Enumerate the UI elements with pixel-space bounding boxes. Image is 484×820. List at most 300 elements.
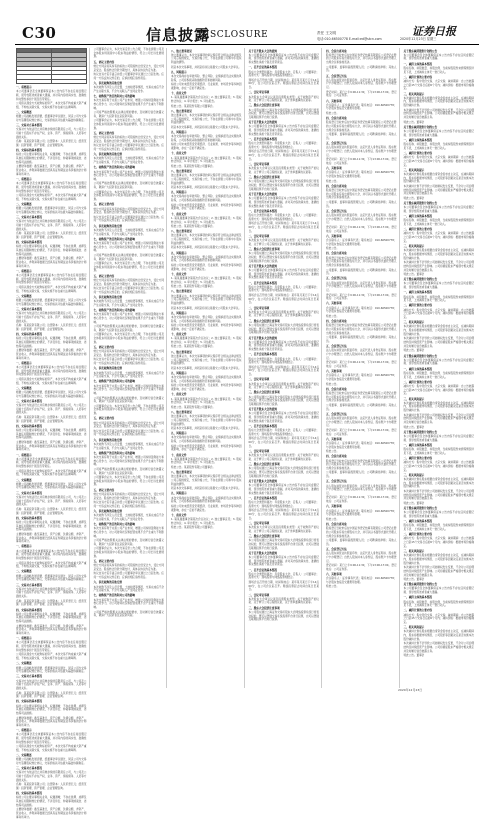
section-heading: 六、其他事项	[326, 437, 342, 441]
body-paragraph: 同意本次交易事项，并同意将该议案提交公司股东大会审议。	[171, 487, 242, 491]
section-heading: 六、涉及收购的其他安排	[93, 581, 123, 585]
body-paragraph: 股东大会类型和届次：年度股东大会；召集人：公司董事会；投票方式：现场投票与网络投票相结合。	[248, 142, 319, 149]
body-paragraph: 减持方式：集中竞价交易、大宗交易；减持期间：自公告披露之日起15个交易日后的6个月内；减持价格：根据市场价格确定。	[403, 308, 474, 320]
body-paragraph: 会议联系人：证券事务代表；联系电话：010-66500778；与会股东食宿及交通费用自理。	[326, 374, 397, 381]
section-heading: 八、独立董事意见	[171, 169, 192, 173]
section-heading: 八、独立董事意见	[171, 49, 192, 53]
body-paragraph: 法人股东持营业执照复印件、法定代表人身份证明书、股东账户卡办理登记；自然人股东持本人身份证、股东账户卡办理登记。	[326, 552, 397, 563]
section-heading: 关于召开股东大会的通知	[248, 49, 278, 53]
section-heading: 三、相关风险提示	[403, 92, 425, 96]
body-paragraph: 特此公告。某某股份有限公司董事会。	[171, 225, 216, 228]
body-paragraph: 本次减持计划不会导致公司控制权发生变更，不会对公司治理结构及持续经营产生影响。公司将督促股东严格遵守相关规定并及时履行信息披露义务。	[403, 642, 474, 653]
body-paragraph: 特此公告。	[326, 247, 339, 251]
section-heading: 一、重要提示	[16, 637, 32, 641]
section-heading: 六、其他事项	[326, 167, 342, 171]
section-heading: 五、协议主要内容	[93, 203, 115, 207]
body-paragraph: 登记时间：某日上午9:00-11:30，下午13:00-17:00。登记地点：公司证券部。	[326, 158, 397, 165]
section-heading: 九、风险提示	[171, 432, 187, 436]
section-heading: 六、涉及收购的其他安排	[93, 509, 123, 513]
body-paragraph: 本次交易有利于完善公司产业布局，增强公司持续盈利能力和核心竞争力，对公司财务状况和经营成果不会产生重大不利影响。	[93, 527, 164, 538]
section-heading: 七、收购资产的目的和对公司的影响	[93, 166, 135, 170]
section-heading: 三、股东大会投票注意事项	[248, 534, 280, 538]
body-paragraph: 公司董事、监事和高级管理人员；公司聘请的律师；其他人员。	[326, 539, 397, 546]
body-paragraph: 协议自双方签字盖章并经公司董事会审议通过之日起生效。任何一方违反协议约定的，应承担相应违约责任。	[93, 287, 164, 294]
body-paragraph: 公司董事会认为，本次交易定价公允合理，不存在损害公司及全体股东特别是中小股东利益的情形，符合公司长远发展规划。	[93, 333, 164, 344]
body-paragraph: 公司董事会认为，本次交易定价公允合理，不存在损害公司及全体股东特别是中小股东利益的情形，符合公司长远发展规划。	[93, 48, 164, 59]
section-heading: 三、相关风险提示	[403, 397, 425, 401]
body-paragraph: 1. 第某届董事会第某次会议决议；2. 独立董事意见；3. 股权转让协议；4. 审计报告；5. 评估报告。	[171, 277, 242, 284]
section-heading: 四、会议出席对象	[326, 252, 347, 256]
body-paragraph: 本次股东大会审议议案及投票股东类型：关于收购资产的议案、关于修订公司章程的议案、关于选举董事的议案等。	[248, 526, 319, 533]
body-paragraph: 根据公司战略发展需要，经董事会审议通过，同意公司与交易对方签署股权转让协议，交易价格以评估值为基础协商确定。	[16, 390, 87, 398]
body-paragraph: 本公司董事会及全体董事保证本公告内容不存在任何虚假记载、误导性陈述或者重大遗漏，并对其内容的真实性、准确性和完整性承担个别及连带责任。	[248, 484, 319, 495]
section-heading: 一、重要提示	[16, 177, 32, 181]
body-paragraph: 协议自双方签字盖章并经公司董事会审议通过之日起生效。任何一方违反协议约定的，应承担相应违约责任。	[93, 429, 164, 437]
body-paragraph: 名称：某某投资有限公司；注册资本：人民币壹亿元；经营范围：投资管理、资产管理、企业管理咨询。	[16, 415, 87, 423]
body-paragraph: 名称：某某投资有限公司；注册资本：人民币壹亿元；经营范围：投资管理、资产管理、企业管理咨询。	[16, 599, 87, 607]
table-cell	[51, 79, 86, 83]
section-heading: 六、其他事项	[326, 370, 342, 374]
body-paragraph: 股东大会类型和届次：年度股东大会；召集人：公司董事会；投票方式：现场投票与网络投票相结合。	[248, 285, 319, 293]
body-paragraph: 根据公司战略发展需要，经董事会审议通过，同意公司与交易对方签署股权转让协议，交易价格以评估值为基础协商确定。	[16, 666, 87, 674]
body-paragraph: 本公司董事会及全体董事保证本公告内容不存在任何虚假记载、误导性陈述或者重大遗漏，并对其内容的真实性、准确性和完整性承担个别及连带责任。	[16, 182, 87, 193]
section-heading: 六、涉及收购的其他安排	[93, 81, 123, 85]
body-paragraph: 特此公告。某某股份有限公司董事会。	[171, 345, 216, 349]
body-paragraph: 减持方式：集中竞价交易、大宗交易；减持期间：自公告披露之日起15个交易日后的6个月内；减持价格：根据市场价格确定。	[403, 461, 474, 472]
section-heading: 关于召开股东大会的通知	[248, 264, 278, 268]
section-heading: 二、会议审议事项	[248, 91, 270, 95]
section-heading: 一、重要提示	[16, 269, 32, 273]
section-heading: 七、收购资产的目的和对公司的影响	[93, 594, 135, 598]
body-paragraph: 本公司董事会及全体董事保证本公告内容不存在任何虚假记载、误导性陈述或者重大遗漏，并对其内容的真实性、准确性和完整性承担个别及连带责任。	[248, 268, 319, 280]
body-paragraph: 登记时间：某日上午9:00-11:30，下午13:00-17:00。登记地点：公司证券部。	[326, 564, 397, 571]
body-paragraph: 本公司董事会及全体董事保证本公告内容不存在任何虚假记载、误导性陈述或者重大遗漏，并对其内容的真实性、准确性和完整性承担个别及连带责任。	[248, 53, 319, 65]
body-paragraph: 本公司董事会及全体董事保证本公告内容不存在任何虚假记载、误导性陈述或者重大遗漏，并对其内容的真实性、准确性和完整性承担个别及连带责任。	[248, 125, 319, 136]
section-heading: 关于召开股东大会的通知	[248, 551, 278, 555]
body-paragraph: 登记时间：某日上午9:00-11:30，下午13:00-17:00。登记地点：公司证券部。	[326, 90, 397, 98]
section-heading: 七、收购资产的目的和对公司的影响	[93, 451, 135, 455]
body-paragraph: 同意本次交易事项，并同意将该议案提交公司股东大会审议。	[171, 186, 242, 190]
body-paragraph: 股东名称、持股数量、持股比例、当前持股股份来源等情况详见下表，上述减持主体无一致行动人。	[403, 524, 474, 532]
body-paragraph: 特此公告。某某股份有限公司董事会。	[171, 164, 216, 168]
body-paragraph: 本次减持计划系股东根据自身资金需求自主决定，在减持期间内，股东将根据市场情况、公司股价等因素决定是否实施本次股份减持计划。	[403, 249, 474, 260]
body-paragraph: 公司将严格按照相关法律法规的要求，及时履行信息披露义务，敬请广大投资者注意投资风险。	[93, 253, 164, 261]
body-paragraph: 公司董事会认为，本次交易定价公允合理，不存在损害公司及全体股东特别是中小股东利益的情形，符合公司长远发展规划。	[93, 547, 164, 558]
section-heading: 五、协议主要内容	[93, 60, 115, 64]
section-heading: 关于召开股东大会的通知	[248, 121, 278, 125]
section-heading: 十、备查文件	[171, 513, 187, 517]
section-heading: 五、会议登记方法	[326, 142, 347, 146]
section-heading: 九、风险提示	[171, 492, 187, 496]
body-paragraph: 同意本次交易事项，并同意将该议案提交公司股东大会审议。	[171, 427, 242, 431]
section-heading: 四、交易标的基本情况	[16, 516, 42, 520]
body-paragraph: 公司董事会认为，本次交易定价公允合理，不存在损害公司及全体股东特别是中小股东利益的情形，符合公司长远发展规划。	[93, 476, 164, 487]
body-paragraph: 公司董事、监事和高级管理人员；公司聘请的律师；其他人员。	[326, 200, 397, 208]
body-paragraph: 现场会议召开的日期、时间和地点：某年某月某日下午14点00分，在公司会议室召开。网络投票起止时间自某日至某日。	[248, 580, 319, 592]
section-heading: 五、协议主要内容	[93, 274, 115, 278]
section-heading: 十、备查文件	[171, 152, 187, 156]
body-paragraph: 公司拟以现金方式收购标的资产，本次交易不构成重大资产重组，不构成关联交易，交易实施不存在重大法律障碍。	[16, 561, 87, 569]
section-heading: 五、会议登记方法	[326, 74, 347, 78]
body-paragraph: 登记时间：某日上午9:00-11:30，下午13:00-17:00。登记地点：公司证券部。	[326, 225, 397, 233]
section-heading: 八、独立董事意见	[171, 410, 192, 414]
newspaper-logo: 证券日报	[412, 25, 456, 38]
body-paragraph: 股权登记日收市后在中国证券登记结算有限责任公司登记在册的公司股东有权出席股东大会，并可以以书面形式委托代理人出席会议和参加表决。	[326, 324, 397, 335]
body-paragraph: 本次交易尚存在审批风险、整合风险、业绩承诺无法实现的风险等，公司将积极采取措施防范和控制风险。	[171, 496, 242, 504]
body-paragraph: 法人股东持营业执照复印件、法定代表人身份证明书、股东账户卡办理登记；自然人股东持本人身份证、股东账户卡办理登记。	[326, 484, 397, 495]
body-paragraph: 本次交易尚存在审批风险、整合风险、业绩承诺无法实现的风险等，公司将积极采取措施防范和控制风险。	[171, 195, 242, 203]
body-paragraph: 名称：某某投资有限公司；注册资本：人民币壹亿元；经营范围：投资管理、资产管理、企业管理咨询。	[16, 232, 87, 239]
section-heading: 三、交易对方基本情况	[16, 675, 42, 679]
body-paragraph: 本公司股东通过上海证券交易所股东大会网络投票系统行使表决权的，既可以登陆交易系统投票平台进行投票，也可以登陆互联网投票平台进行投票。	[248, 180, 319, 191]
body-paragraph: 标的公司未来经营受宏观经济、行业政策、市场竞争等多种因素影响，存在一定的不确定性。	[171, 384, 242, 392]
section-heading: 三、相关风险提示	[403, 321, 425, 325]
body-paragraph: 公司董事会认为，本次交易定价公允合理，不存在损害公司及全体股东特别是中小股东利益的情形，符合公司长远发展规划。	[93, 404, 164, 416]
section-heading: 三、相关风险提示	[403, 473, 425, 477]
body-paragraph: 本次减持计划不会导致公司控制权发生变更，不会对公司治理结构及持续经营产生影响。公司将督促股东严格遵守相关规定并及时履行信息披露义务。	[403, 566, 474, 577]
body-paragraph: 本公司董事会及全体董事保证本公告内容不存在任何虚假记载、误导性陈述或者重大遗漏。	[403, 511, 474, 518]
body-paragraph: 本次交易尚存在审批风险、整合风险、业绩承诺无法实现的风险等，公司将积极采取措施防范和控制风险。	[171, 255, 242, 263]
section-heading: 一、召开会议的基本情况	[248, 425, 278, 429]
body-paragraph: 公司将严格按照相关法律法规的要求，及时履行信息披露义务，敬请广大投资者注意投资风险。	[93, 182, 164, 190]
body-paragraph: 登记时间：某日上午9:00-11:30，下午13:00-17:00。登记地点：公司证券部。	[326, 428, 397, 436]
body-paragraph: 协议自双方签字盖章并经公司董事会审议通过之日起生效。任何一方违反协议约定的，应承担相应违约责任。	[93, 73, 164, 80]
section-heading: 一、召开会议的基本情况	[248, 66, 278, 70]
body-paragraph: 本公司董事会及全体董事保证本公告内容不存在任何虚假记载、误导性陈述或者重大遗漏。	[403, 282, 474, 290]
body-paragraph: 本公司董事会及全体董事保证本公告内容不存在任何虚假记载、误导性陈述或者重大遗漏，并对其内容的真实性、准确性和完整性承担个别及连带责任。	[248, 412, 319, 423]
body-paragraph: 股权登记日收市后在中国证券登记结算有限责任公司登记在册的公司股东有权出席股东大会，并可以以书面形式委托代理人出席会议和参加表决。	[326, 391, 397, 403]
section-heading: 十、备查文件	[171, 393, 187, 397]
body-paragraph: 现场会议召开的日期、时间和地点：某年某月某日下午14点00分，在公司会议室召开。网络投票起止时间自某日至某日。	[248, 78, 319, 90]
body-paragraph: 本次股东大会审议议案及投票股东类型：关于收购资产的议案、关于修订公司章程的议案、关于选举董事的议案等。	[248, 167, 319, 174]
body-paragraph: 独立董事认为，本次交易事项的审议程序符合相关法律法规及公司章程的规定，交易价格公允，不存在损害公司和中小股东利益的情形。	[171, 475, 242, 486]
body-paragraph: 独立董事认为，本次交易事项的审议程序符合相关法律法规及公司章程的规定，交易价格公允，不存在损害公司和中小股东利益的情形。	[171, 113, 242, 125]
body-paragraph: 标的公司主要从事相关业务，权属清晰，不存在抵押、质押及其他任何限制转让的情况，不涉及诉讼、仲裁事项或查封、冻结等司法措施。	[16, 612, 87, 624]
section-heading: 二、会议审议事项	[248, 593, 270, 597]
body-paragraph: 特此公告。董事会	[403, 578, 425, 582]
section-heading: 三、交易对方基本情况	[16, 767, 42, 771]
section-heading: 四、会议出席对象	[326, 49, 347, 53]
body-paragraph: 股东名称、持股数量、持股比例、当前持股股份来源等情况详见下表，上述减持主体无一致行动人。	[403, 295, 474, 303]
body-paragraph: 标的公司主要从事相关业务，权属清晰，不存在抵押、质押及其他任何限制转让的情况，不涉及诉讼、仲裁事项或查封、冻结等司法措施。	[16, 245, 87, 256]
section-heading: 四、会议出席对象	[326, 455, 347, 459]
body-paragraph: 主要财务数据：截至基准日，资产总额、负债总额、净资产、营业收入、净利润等数据已经具有证券期货业务资格的会计师事务所审计。	[16, 624, 87, 636]
section-heading: 六、涉及收购的其他安排	[93, 438, 123, 442]
body-paragraph: 本次减持计划系股东根据自身资金需求自主决定，在减持期间内，股东将根据市场情况、公司股价等因素决定是否实施本次股份减持计划。	[403, 554, 474, 565]
body-paragraph: 1. 第某届董事会第某次会议决议；2. 独立董事意见；3. 股权转让协议；4. 审计报告；5. 评估报告。	[171, 96, 242, 104]
body-paragraph: 股权登记日收市后在中国证券登记结算有限责任公司登记在册的公司股东有权出席股东大会，并可以以书面形式委托代理人出席会议和参加表决。	[326, 256, 397, 268]
body-paragraph: 会议联系人：证券事务代表；联系电话：010-66500778；与会股东食宿及交通费用自理。	[326, 577, 397, 584]
editor-line: 责任 王文明	[317, 31, 337, 35]
body-paragraph: 交易对方为依法设立并有效存续的有限责任公司，与公司及公司前十名股东不存在产权、业务、资产、债权债务、人员等方面的关系。	[16, 495, 87, 507]
body-paragraph: 本次交易有利于完善公司产业布局，增强公司持续盈利能力和核心竞争力，对公司财务状况和经营成果不会产生重大不利影响。	[93, 313, 164, 324]
body-paragraph: 本公司董事会及全体董事保证本公告内容不存在任何虚假记载、误导性陈述或者重大遗漏，并对其内容的真实性、准确性和完整性承担个别及连带责任。	[248, 555, 319, 567]
section-heading: 五、协议主要内容	[93, 417, 115, 421]
data-table	[16, 48, 87, 84]
section-heading: 四、交易标的基本情况	[16, 608, 42, 612]
section-heading: 七、收购资产的目的和对公司的影响	[93, 237, 135, 241]
body-paragraph: 法人股东持营业执照复印件、法定代表人身份证明书、股东账户卡办理登记；自然人股东持本人身份证、股东账户卡办理登记。	[326, 349, 397, 360]
section-heading: 四、会议出席对象	[326, 522, 347, 526]
section-heading: 二、交易概述	[16, 570, 32, 574]
section-title-en: DISCLOSURE	[198, 30, 269, 40]
body-paragraph: 协议自双方签字盖章并经公司董事会审议通过之日起生效。任何一方违反协议约定的，应承担相应违约责任。	[93, 572, 164, 580]
section-heading: 一、重要提示	[16, 729, 32, 733]
body-paragraph: 法人股东持营业执照复印件、法定代表人身份证明书、股东账户卡办理登记；自然人股东持本人身份证、股东账户卡办理登记。	[326, 281, 397, 293]
body-paragraph: 主要财务数据：截至基准日，资产总额、负债总额、净资产、营业收入、净利润等数据已经具有证券期货业务资格的会计师事务所审计。	[16, 808, 87, 819]
body-paragraph: 协议自双方签字盖章并经公司董事会审议通过之日起生效。任何一方违反协议约定的，应承担相应违约责任。	[93, 501, 164, 508]
section-heading: 四、交易标的基本情况	[16, 149, 42, 153]
section-heading: 五、协议主要内容	[93, 345, 115, 349]
body-paragraph: 股权登记日收市后在中国证券登记结算有限责任公司登记在册的公司股东有权出席股东大会，并可以以书面形式委托代理人出席会议和参加表决。	[326, 459, 397, 470]
body-paragraph: 主要财务数据：截至基准日，资产总额、负债总额、净资产、营业收入、净利润等数据已经具有证券期货业务资格的会计师事务所审计。	[16, 257, 87, 268]
body-paragraph: 特此公告。董事会	[403, 273, 425, 277]
body-paragraph: 交易对方为依法设立并有效存续的有限责任公司，与公司及公司前十名股东不存在产权、业务、资产、债权债务、人员等方面的关系。	[16, 312, 87, 323]
text-column	[16, 48, 90, 819]
section-heading: 关于股东减持股份计划的公告	[403, 49, 438, 53]
body-paragraph: 转让方同意将其持有的标的公司股权转让给受让方，受让方同意受让。股权转让价款分期支付，具体以协议约定为准。	[93, 564, 164, 571]
body-paragraph: 本次收购不涉及人员安置、土地租赁等情况，交易完成后不会产生关联交易，不会与关联人产生同业竞争。	[93, 442, 164, 450]
body-paragraph: 公司拟以现金方式收购标的资产，本次交易不构成重大资产重组，不构成关联交易，交易实施不存在重大法律障碍。	[16, 194, 87, 201]
body-paragraph: 主要财务数据：截至基准日，资产总额、负债总额、净资产、营业收入、净利润等数据已经具有证券期货业务资格的会计师事务所审计。	[16, 165, 87, 176]
section-heading: 三、交易对方基本情况	[16, 583, 42, 587]
body-paragraph: 本次减持计划不会导致公司控制权发生变更，不会对公司治理结构及持续经营产生影响。公司将督促股东严格遵守相关规定并及时履行信息披露义务。	[403, 337, 474, 348]
body-paragraph: 标的公司主要从事相关业务，权属清晰，不存在抵押、质押及其他任何限制转让的情况，不涉及诉讼、仲裁事项或查封、冻结等司法措施。	[16, 704, 87, 716]
body-paragraph: 特此公告。某某股份有限公司董事会。	[171, 285, 216, 289]
text-column	[249, 48, 323, 688]
section-heading: 二、会议审议事项	[248, 521, 270, 525]
body-paragraph: 1. 第某届董事会第某次会议决议；2. 独立董事意见；3. 股权转让协议；4. 审计报告；5. 评估报告。	[171, 517, 242, 525]
body-paragraph: 标的公司未来经营受宏观经济、行业政策、市场竞争等多种因素影响，存在一定的不确定性。	[171, 444, 242, 452]
body-paragraph: 本公司董事会及全体董事保证本公告内容不存在任何虚假记载、误导性陈述或者重大遗漏，并对其内容的真实性、准确性和完整性承担个别及连带责任。	[248, 340, 319, 352]
body-paragraph: 标的公司主要从事相关业务，权属清晰，不存在抵押、质押及其他任何限制转让的情况，不涉及诉讼、仲裁事项或查封、冻结等司法措施。	[16, 429, 87, 440]
body-paragraph: 标的公司未来经营受宏观经济、行业政策、市场竞争等多种因素影响，存在一定的不确定性。	[171, 504, 242, 512]
section-heading: 一、召开会议的基本情况	[248, 496, 278, 500]
section-heading: 关于股东减持股份计划的公告	[403, 278, 438, 282]
section-heading: 四、会议出席对象	[326, 387, 347, 391]
body-paragraph: 交易对方为依法设立并有效存续的有限责任公司，与公司及公司前十名股东不存在产权、业务、资产、债权债务、人员等方面的关系。	[16, 404, 87, 415]
section-heading: 关于召开股东大会的通知	[248, 408, 278, 412]
body-paragraph: 本次交易有利于完善公司产业布局，增强公司持续盈利能力和核心竞争力，对公司财务状况和经营成果不会产生重大不利影响。	[93, 598, 164, 610]
body-paragraph: 转让方同意将其持有的标的公司股权转让给受让方，受让方同意受让。股权转让价款分期支付，具体以协议约定为准。	[93, 136, 164, 143]
section-heading: 八、独立董事意见	[171, 109, 192, 113]
section-heading: 九、风险提示	[171, 311, 187, 315]
section-heading: 二、减持计划的主要内容	[403, 380, 433, 384]
body-paragraph: 1. 第某届董事会第某次会议决议；2. 独立董事意见；3. 股权转让协议；4. 审计报告；5. 评估报告。	[171, 216, 242, 224]
body-paragraph: 减持方式：集中竞价交易、大宗交易；减持期间：自公告披露之日起15个交易日后的6个月内；减持价格：根据市场价格确定。	[403, 232, 474, 243]
body-paragraph: 特此公告。某某股份有限公司董事会。	[171, 465, 216, 469]
body-paragraph: 标的公司主要从事相关业务，权属清晰，不存在抵押、质押及其他任何限制转让的情况，不涉及诉讼、仲裁事项或查封、冻结等司法措施。	[16, 796, 87, 807]
body-paragraph: 本次交易有利于完善公司产业布局，增强公司持续盈利能力和核心竞争力，对公司财务状况和经营成果不会产生重大不利影响。	[93, 99, 164, 110]
section-heading: 五、会议登记方法	[326, 277, 347, 281]
body-paragraph: 交易对方为依法设立并有效存续的有限责任公司，与公司及公司前十名股东不存在产权、业务、资产、债权债务、人员等方面的关系。	[16, 220, 87, 231]
body-paragraph: 特此公告。董事会	[403, 196, 425, 200]
body-paragraph: 股权登记日收市后在中国证券登记结算有限责任公司登记在册的公司股东有权出席股东大会，并可以以书面形式委托代理人出席会议和参加表决。	[326, 527, 397, 538]
section-heading: 六、涉及收购的其他安排	[93, 153, 123, 157]
text-column	[326, 48, 400, 688]
section-heading: 三、股东大会投票注意事项	[248, 104, 280, 108]
body-paragraph: 本次股东大会审议议案及投票股东类型：关于收购资产的议案、关于修订公司章程的议案、关于选举董事的议案等。	[248, 454, 319, 461]
body-paragraph: 法人股东持营业执照复印件、法定代表人身份证明书、股东账户卡办理登记；自然人股东持本人身份证、股东账户卡办理登记。	[326, 214, 397, 225]
body-paragraph: 本次收购不涉及人员安置、土地租赁等情况，交易完成后不会产生关联交易，不会与关联人产生同业竞争。	[93, 514, 164, 521]
section-heading: 六、涉及收购的其他安排	[93, 367, 123, 371]
section-heading: 九、风险提示	[171, 131, 187, 135]
body-paragraph: 独立董事认为，本次交易事项的审议程序符合相关法律法规及公司章程的规定，交易价格公允，不存在损害公司和中小股东利益的情形。	[171, 174, 242, 185]
section-heading: 关于股东减持股份计划的公告	[403, 202, 438, 205]
section-heading: 关于股东减持股份计划的公告	[403, 354, 438, 358]
section-heading: 九、风险提示	[171, 191, 187, 195]
section-heading: 二、交易概述	[16, 203, 32, 206]
section-heading: 二、交易概述	[16, 294, 32, 298]
section-title-cn: 信息披露	[146, 26, 211, 44]
section-heading: 二、交易概述	[16, 111, 32, 115]
body-paragraph: 本公司股东通过上海证券交易所股东大会网络投票系统行使表决权的，既可以登陆交易系统投票平台进行投票，也可以登陆互联网投票平台进行投票。	[248, 395, 319, 407]
section-heading: 一、重要提示	[16, 453, 32, 457]
page-header	[0, 0, 484, 44]
section-heading: 一、减持主体的基本情况	[403, 596, 433, 600]
body-paragraph: 同意本次交易事项，并同意将该议案提交公司股东大会审议。	[171, 65, 242, 69]
body-paragraph: 本次股东大会审议议案及投票股东类型：关于收购资产的议案、关于修订公司章程的议案、关于选举董事的议案等。	[248, 597, 319, 605]
body-paragraph: 公司拟以现金方式收购标的资产，本次交易不构成重大资产重组，不构成关联交易，交易实施不存在重大法律障碍。	[16, 285, 87, 293]
body-paragraph: 股东名称、持股数量、持股比例、当前持股股份来源等情况详见下表，上述减持主体无一致行动人。	[403, 66, 474, 74]
body-paragraph: 股权登记日收市后在中国证券登记结算有限责任公司登记在册的公司股东有权出席股东大会，并可以以书面形式委托代理人出席会议和参加表决。	[326, 121, 397, 132]
section-heading: 七、收购资产的目的和对公司的影响	[93, 380, 135, 384]
section-heading: 二、减持计划的主要内容	[403, 75, 433, 79]
body-paragraph: 本次收购不涉及人员安置、土地租赁等情况，交易完成后不会产生关联交易，不会与关联人产生同业竞争。	[93, 157, 164, 165]
body-paragraph: 名称：某某投资有限公司；注册资本：人民币壹亿元；经营范围：投资管理、资产管理、企业管理咨询。	[16, 783, 87, 791]
body-paragraph: 本次收购不涉及人员安置、土地租赁等情况，交易完成后不会产生关联交易，不会与关联人产生同业竞争。	[93, 585, 164, 593]
footer-note: 2020年12月23日	[398, 688, 423, 692]
section-heading: 一、减持主体的基本情况	[403, 443, 433, 447]
body-paragraph: 标的公司未来经营受宏观经济、行业政策、市场竞争等多种因素影响，存在一定的不确定性。	[171, 203, 242, 211]
body-paragraph: 本公司股东通过上海证券交易所股东大会网络投票系统行使表决权的，既可以登陆交易系统投票平台进行投票，也可以登陆互联网投票平台进行投票。	[248, 108, 319, 120]
section-heading: 四、交易标的基本情况	[16, 792, 42, 796]
table-cell	[17, 79, 52, 83]
section-heading: 四、交易标的基本情况	[16, 241, 42, 245]
body-paragraph: 本次股东大会审议议案及投票股东类型：关于收购资产的议案、关于修订公司章程的议案、关于选举董事的议案等。	[248, 239, 319, 246]
body-paragraph: 协议自双方签字盖章并经公司董事会审议通过之日起生效。任何一方违反协议约定的，应承担相应违约责任。	[93, 144, 164, 152]
section-heading: 四、交易标的基本情况	[16, 332, 42, 336]
body-paragraph: 公司拟以现金方式收购标的资产，本次交易不构成重大资产重组，不构成关联交易，交易实施不存在重大法律障碍。	[16, 745, 87, 752]
body-paragraph: 本公司董事会及全体董事保证本公告内容不存在任何虚假记载、误导性陈述或者重大遗漏。	[403, 129, 474, 137]
section-heading: 三、交易对方基本情况	[16, 491, 42, 495]
body-paragraph: 本次收购不涉及人员安置、土地租赁等情况，交易完成后不会产生关联交易，不会与关联人产生同业竞争。	[93, 300, 164, 307]
body-paragraph: 本次交易尚存在审批风险、整合风险、业绩承诺无法实现的风险等，公司将积极采取措施防范和控制风险。	[171, 436, 242, 444]
body-paragraph: 本次收购不涉及人员安置、土地租赁等情况，交易完成后不会产生关联交易，不会与关联人产生同业竞争。	[93, 228, 164, 236]
body-paragraph: 根据公司战略发展需要，经董事会审议通过，同意公司与交易对方签署股权转让协议，交易价格以评估值为基础协商确定。	[16, 758, 87, 766]
body-paragraph: 本次交易尚存在审批风险、整合风险、业绩承诺无法实现的风险等，公司将积极采取措施防范和控制风险。	[171, 135, 242, 142]
section-heading: 五、协议主要内容	[93, 131, 115, 135]
body-paragraph: 1. 第某届董事会第某次会议决议；2. 独立董事意见；3. 股权转让协议；4. 审计报告；5. 评估报告。	[171, 156, 242, 164]
body-paragraph: 公司将严格按照相关法律法规的要求，及时履行信息披露义务，敬请广大投资者注意投资风险。	[93, 467, 164, 475]
section-heading: 六、其他事项	[326, 573, 342, 577]
body-paragraph: 公司董事、监事和高级管理人员；公司聘请的律师；其他人员。	[326, 336, 397, 343]
text-column	[94, 48, 168, 688]
section-heading: 二、会议审议事项	[248, 306, 270, 310]
body-paragraph: 本次减持计划系股东根据自身资金需求自主决定，在减持期间内，股东将根据市场情况、公司股价等因素决定是否实施本次股份减持计划。	[403, 172, 474, 184]
body-paragraph: 特此公告。某某股份有限公司董事会。	[171, 104, 216, 108]
section-heading: 五、会议登记方法	[326, 412, 347, 416]
section-heading: 关于股东减持股份计划的公告	[403, 125, 438, 129]
body-paragraph: 本次减持计划不会导致公司控制权发生变更，不会对公司治理结构及持续经营产生影响。公司将督促股东严格遵守相关规定并及时履行信息披露义务。	[403, 261, 474, 272]
body-paragraph: 特此公告。董事会	[403, 654, 425, 658]
section-heading: 六、其他事项	[326, 234, 342, 238]
body-paragraph: 特此公告。董事会	[403, 349, 425, 353]
body-paragraph: 名称：某某投资有限公司；注册资本：人民币壹亿元；经营范围：投资管理、资产管理、企业管理咨询。	[16, 691, 87, 699]
body-paragraph: 名称：某某投资有限公司；注册资本：人民币壹亿元；经营范围：投资管理、资产管理、企业管理咨询。	[16, 507, 87, 515]
body-paragraph: 本次交易尚存在审批风险、整合风险、业绩承诺无法实现的风险等，公司将积极采取措施防范和控制风险。	[171, 315, 242, 323]
body-paragraph: 本次收购不涉及人员安置、土地租赁等情况，交易完成后不会产生关联交易，不会与关联人产生同业竞争。	[93, 86, 164, 93]
body-paragraph: 转让方同意将其持有的标的公司股权转让给受让方，受让方同意受让。股权转让价款分期支付，具体以协议约定为准。	[93, 350, 164, 357]
section-heading: 三、相关风险提示	[403, 626, 425, 630]
body-paragraph: 本次减持计划系股东根据自身资金需求自主决定，在减持期间内，股东将根据市场情况、公司股价等因素决定是否实施本次股份减持计划。	[403, 401, 474, 413]
body-paragraph: 本次减持计划系股东根据自身资金需求自主决定，在减持期间内，股东将根据市场情况、公司股价等因素决定是否实施本次股份减持计划。	[403, 96, 474, 108]
body-paragraph: 本公司董事会及全体董事保证本公告内容不存在任何虚假记载、误导性陈述或者重大遗漏，并对其内容的真实性、准确性和完整性承担个别及连带责任。	[16, 365, 87, 377]
section-heading: 十、备查文件	[171, 272, 187, 276]
body-paragraph: 主要财务数据：截至基准日，资产总额、负债总额、净资产、营业收入、净利润等数据已经具有证券期货业务资格的会计师事务所审计。	[16, 532, 87, 544]
section-heading: 七、收购资产的目的和对公司的影响	[93, 95, 135, 99]
section-heading: 二、减持计划的主要内容	[403, 304, 433, 308]
body-paragraph: 1. 第某届董事会第某次会议决议；2. 独立董事意见；3. 股权转让协议；4. 审计报告；5. 评估报告。	[171, 457, 242, 465]
body-paragraph: 公司拟以现金方式收购标的资产，本次交易不构成重大资产重组，不构成关联交易，交易实施不存在重大法律障碍。	[16, 469, 87, 477]
body-paragraph: 本公司董事会及全体董事保证本公告内容不存在任何虚假记载、误导性陈述或者重大遗漏，并对其内容的真实性、准确性和完整性承担个别及连带责任。	[16, 90, 87, 101]
body-paragraph: 独立董事认为，本次交易事项的审议程序符合相关法律法规及公司章程的规定，交易价格公允，不存在损害公司和中小股东利益的情形。	[171, 234, 242, 245]
section-heading: 一、减持主体的基本情况	[403, 367, 433, 371]
body-paragraph: 本次减持计划不会导致公司控制权发生变更，不会对公司治理结构及持续经营产生影响。公司将督促股东严格遵守相关规定并及时履行信息披露义务。	[403, 184, 474, 196]
section-heading: 一、减持主体的基本情况	[403, 62, 433, 66]
body-paragraph: 特此公告。	[326, 179, 339, 183]
body-paragraph: 减持方式：集中竞价交易、大宗交易；减持期间：自公告披露之日起15个交易日后的6个月内；减持价格：根据市场价格确定。	[403, 613, 474, 625]
section-heading: 四、交易标的基本情况	[16, 700, 42, 704]
section-heading: 一、重要提示	[16, 361, 32, 365]
section-heading: 关于股东减持股份计划的公告	[403, 430, 438, 434]
body-paragraph: 标的公司主要从事相关业务，权属清晰，不存在抵押、质押及其他任何限制转让的情况，不涉及诉讼、仲裁事项或查封、冻结等司法措施。	[16, 337, 87, 348]
section-heading: 九、风险提示	[171, 70, 187, 74]
body-paragraph: 标的公司主要从事相关业务，权属清晰，不存在抵押、质押及其他任何限制转让的情况，不涉及诉讼、仲裁事项或查封、冻结等司法措施。	[16, 520, 87, 532]
body-paragraph: 登记时间：某日上午9:00-11:30，下午13:00-17:00。登记地点：公司证券部。	[326, 361, 397, 368]
section-heading: 三、交易对方基本情况	[16, 307, 42, 311]
section-heading: 一、召开会议的基本情况	[248, 353, 278, 357]
body-paragraph: 现场会议召开的日期、时间和地点：某年某月某日下午14点00分，在公司会议室召开。网络投票起止时间自某日至某日。	[248, 437, 319, 448]
body-paragraph: 本公司董事会及全体董事保证本公告内容不存在任何虚假记载、误导性陈述或者重大遗漏，并对其内容的真实性、准确性和完整性承担个别及连带责任。	[16, 641, 87, 652]
section-heading: 二、会议审议事项	[248, 450, 270, 454]
issue-date: 2020年12月23日 星期三	[400, 37, 437, 41]
section-heading: 三、股东大会投票注意事项	[248, 319, 280, 323]
body-paragraph: 根据公司战略发展需要，经董事会审议通过，同意公司与交易对方签署股权转让协议，交易价格以评估值为基础协商确定。	[16, 115, 87, 123]
body-paragraph: 本公司股东通过上海证券交易所股东大会网络投票系统行使表决权的，既可以登陆交易系统投票平台进行投票，也可以登陆互联网投票平台进行投票。	[248, 539, 319, 550]
body-paragraph: 股东大会类型和届次：年度股东大会；召集人：公司董事会；投票方式：现场投票与网络投票相结合。	[248, 572, 319, 580]
body-paragraph: 本次股东大会审议议案及投票股东类型：关于收购资产的议案、关于修订公司章程的议案、关于选举董事的议案等。	[248, 382, 319, 390]
body-paragraph: 会议联系人：证券事务代表；联系电话：010-66500778；与会股东食宿及交通费用自理。	[326, 171, 397, 179]
body-paragraph: 本公司股东通过上海证券交易所股东大会网络投票系统行使表决权的，既可以登陆交易系统投票平台进行投票，也可以登陆互联网投票平台进行投票。	[248, 467, 319, 478]
section-heading: 三、交易对方基本情况	[16, 399, 42, 403]
section-heading: 关于股东减持股份计划的公告	[403, 583, 438, 587]
section-heading: 五、会议登记方法	[326, 209, 347, 213]
section-heading: 一、减持主体的基本情况	[403, 291, 433, 295]
section-heading: 关于召开股东大会的通知	[248, 193, 278, 196]
header-rule	[15, 44, 479, 45]
body-paragraph: 本次交易尚存在审批风险、整合风险、业绩承诺无法实现的风险等，公司将积极采取措施防范和控制风险。	[171, 376, 242, 383]
body-paragraph: 标的公司主要从事相关业务，权属清晰，不存在抵押、质押及其他任何限制转让的情况，不涉及诉讼、仲裁事项或查封、冻结等司法措施。	[16, 153, 87, 164]
body-paragraph: 名称：某某投资有限公司；注册资本：人民币壹亿元；经营范围：投资管理、资产管理、企业管理咨询。	[16, 324, 87, 331]
body-paragraph: 登记时间：某日上午9:00-11:30，下午13:00-17:00。登记地点：公司证券部。	[326, 293, 397, 301]
body-paragraph: 股东大会类型和届次：年度股东大会；召集人：公司董事会；投票方式：现场投票与网络投票相结合。	[248, 70, 319, 78]
body-paragraph: 特此公告。	[326, 585, 339, 589]
body-paragraph: 主要财务数据：截至基准日，资产总额、负债总额、净资产、营业收入、净利润等数据已经具有证券期货业务资格的会计师事务所审计。	[16, 349, 87, 360]
section-heading: 二、交易概述	[16, 386, 32, 390]
body-paragraph: 本次交易有利于完善公司产业布局，增强公司持续盈利能力和核心竞争力，对公司财务状况和经营成果不会产生重大不利影响。	[93, 384, 164, 396]
body-paragraph: 交易对方为依法设立并有效存续的有限责任公司，与公司及公司前十名股东不存在产权、业务、资产、债权债务、人员等方面的关系。	[16, 679, 87, 691]
